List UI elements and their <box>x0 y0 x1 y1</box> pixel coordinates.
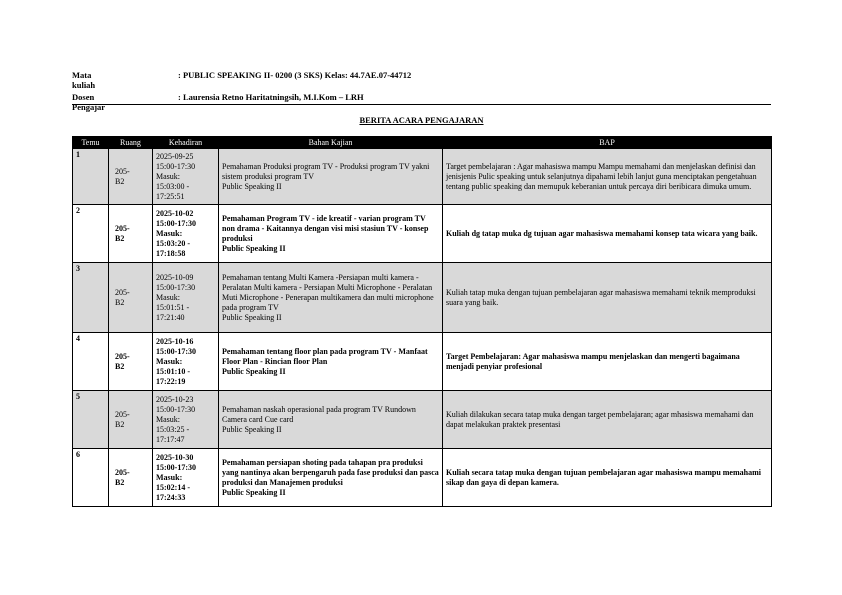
cell-temu: 3 <box>73 263 109 333</box>
cell-kehadiran: 2025-09-25 15:00-17:30 Masuk: 15:03:00 - 17:25:51 <box>153 149 219 205</box>
cell-kehadiran: 2025-10-09 15:00-17:30 Masuk: 15:01:51 - 17:21:40 <box>153 263 219 333</box>
course-value: : PUBLIC SPEAKING II- 0200 (3 SKS) Kelas: 44.7AE.07-44712 <box>178 70 412 80</box>
document-title: BERITA ACARA PENGAJARAN <box>359 115 484 125</box>
cell-temu: 1 <box>73 149 109 205</box>
cell-temu: 5 <box>73 391 109 449</box>
lecturer-value: : Laurensia Retno Haritatningsih, M.I.Kom – LRH <box>178 92 364 102</box>
cell-bap: Target Pembelajaran: Agar mahasiswa mampu menjelaskan dan mengerti bagaimana menjadi penyiar profesional <box>443 333 772 391</box>
cell-ruang: 205- B2 <box>109 149 153 205</box>
cell-ruang: 205- B2 <box>109 205 153 263</box>
table-header-row <box>73 137 772 149</box>
table-row <box>73 449 772 507</box>
cell-kehadiran: 2025-10-16 15:00-17:30 Masuk: 15:01:10 - 17:22:19 <box>153 333 219 391</box>
cell-temu: 4 <box>73 333 109 391</box>
cell-bahan-kajian: Pemahaman tentang floor plan pada program TV - Manfaat Floor Plan - Rincian floor Plan Public Speaking II <box>219 333 443 391</box>
cell-ruang: 205- B2 <box>109 391 153 449</box>
cell-temu: 2 <box>73 205 109 263</box>
table-row <box>73 391 772 449</box>
cell-bahan-kajian: Pemahaman naskah operasional pada program TV Rundown Camera card Cue card Public Speaking II <box>219 391 443 449</box>
cell-bahan-kajian: Pemahaman tentang Multi Kamera -Persiapan multi kamera - Peralatan Multi kamera - Persiapan Multi Microphone - Peralatan Muti Microphone - Penerapan multikamera dan multi microphone pada program TV Public Speaking II <box>219 263 443 333</box>
table-row <box>73 205 772 263</box>
table-row <box>73 149 772 205</box>
course-label: Mata kuliah <box>72 70 96 90</box>
cell-kehadiran: 2025-10-23 15:00-17:30 Masuk: 15:03:25 - 17:17:47 <box>153 391 219 449</box>
cell-ruang: 205- B2 <box>109 333 153 391</box>
cell-ruang: 205- B2 <box>109 449 153 507</box>
column-header-kehadiran: Kehadiran <box>153 137 219 149</box>
cell-temu: 6 <box>73 449 109 507</box>
column-header-ruang: Ruang <box>109 137 153 149</box>
cell-bap: Kuliah secara tatap muka dengan tujuan pembelajaran agar mahasiswa mampu memahami sikap dan gaya di depan kamera. <box>443 449 772 507</box>
cell-bahan-kajian: Pemahaman Produksi program TV - Produksi program TV yakni sistem produksi program TV Public Speaking II <box>219 149 443 205</box>
table-row <box>73 333 772 391</box>
header-divider <box>72 104 771 105</box>
lecturer-label: Dosen Pengajar <box>72 92 106 112</box>
cell-kehadiran: 2025-10-30 15:00-17:30 Masuk: 15:02:14 - 17:24:33 <box>153 449 219 507</box>
column-header-bahan-kajian: Bahan Kajian <box>219 137 443 149</box>
bap-table <box>72 136 772 507</box>
cell-ruang: 205- B2 <box>109 263 153 333</box>
table-row <box>73 263 772 333</box>
cell-kehadiran: 2025-10-02 15:00-17:30 Masuk: 15:03:20 - 17:18:58 <box>153 205 219 263</box>
cell-bap: Target pembelajaran : Agar mahasiswa mampu Mampu memahami dan menjelaskan definisi dan jenisjenis Pulic speaking untuk selanjutnya dipahami lebih lanjut guna menciptakan pengetahuan tentang public speaking dan memupuk keberanian untuk percaya diri beribicara dimuka umum. <box>443 149 772 205</box>
cell-bahan-kajian: Pemahaman persiapan shoting pada tahapan pra produksi yang nantinya akan berpengaruh pada fase produksi dan pasca produksi dan Manajemen produksi Public Speaking II <box>219 449 443 507</box>
column-header-temu: Temu <box>73 137 109 149</box>
cell-bap: Kuliah dilakukan secara tatap muka dengan target pembelajaran; agar mhasiswa memahami dan dapat melakukan praktek presentasi <box>443 391 772 449</box>
cell-bap: Kuliah tatap muka dengan tujuan pembelajaran agar mahasiswa memahami teknik memproduksi suara yang baik. <box>443 263 772 333</box>
cell-bahan-kajian: Pemahaman Program TV - ide kreatif - varian program TV non drama - Kaitannya dengan visi misi stasiun TV - konsep produksi Public Speaking II <box>219 205 443 263</box>
column-header-bap: BAP <box>443 137 772 149</box>
cell-bap: Kuliah dg tatap muka dg tujuan agar mahasiswa memahami konsep tata wicara yang baik. <box>443 205 772 263</box>
